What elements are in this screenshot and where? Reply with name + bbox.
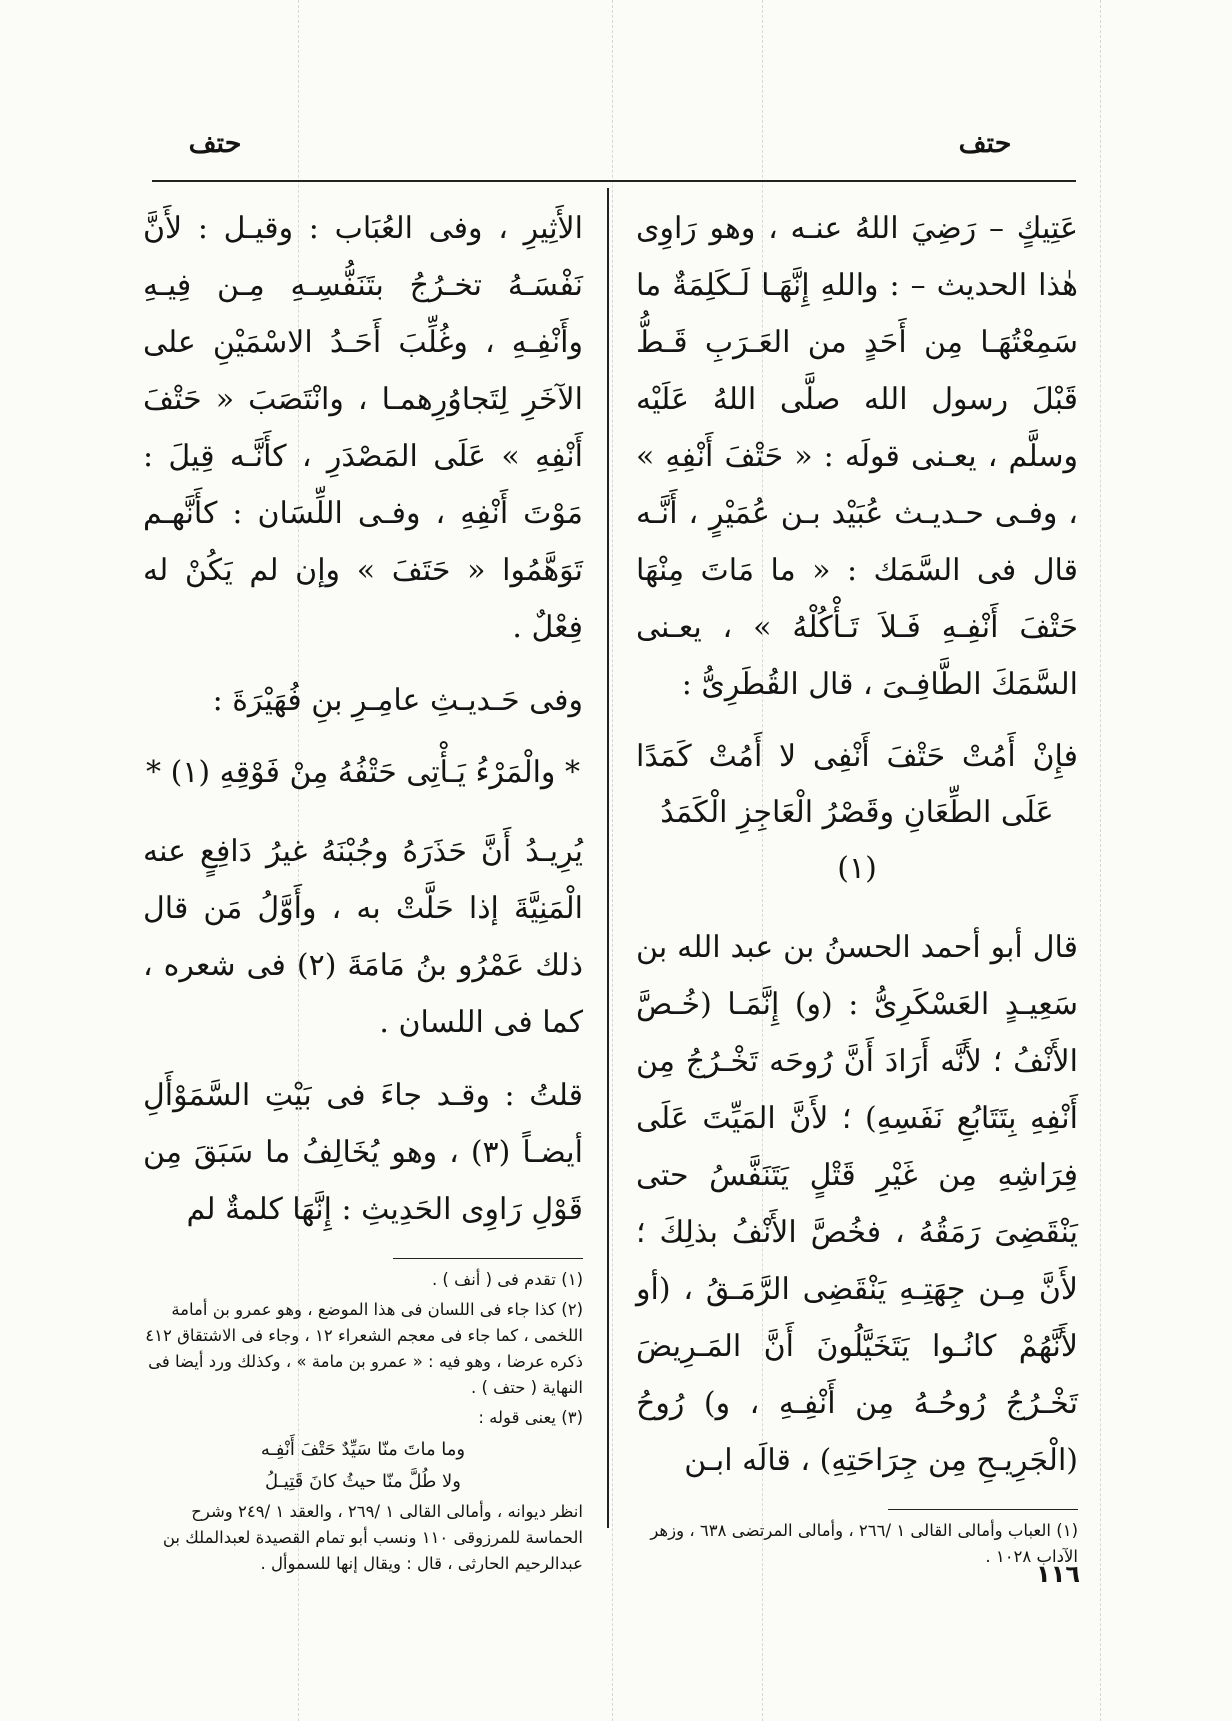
body-paragraph: يُرِيـدُ أَنَّ حَذَرَهُ وجُبْنَهُ غيرُ دَافِعٍ عنه الْمَنِيَّةَ إذا حَلَّتْ به ، وأَوَّلُ مَن قال ذلك عَمْرُو بنُ مَامَةَ (٢) فى شعره ، كما فى اللسان .: [143, 834, 583, 1040]
right-column: [636, 200, 1078, 1574]
rajaz-verse: * والْمَرْءُ يَـأْتِى حَتْفُهُ مِنْ فَوْقِهِ (١) *: [146, 755, 580, 790]
header-rule: [152, 180, 1076, 182]
scan-guide-line: [1100, 0, 1101, 1721]
footnote-rule: [888, 1509, 1078, 1510]
footnote: (٢) كذا جاء فى اللسان فى هذا الموضع ، وهو عمرو بن أمامة اللخمى ، كما جاء فى معجم الشعراء ١٢ ، وجاء فى الاشتقاق ٤١٢ ذكره عرضا ، وهو فيه : « عمرو بن مامة » ، وكذلك ورد أيضا فى النهاية ( حتف ) .: [145, 1300, 583, 1397]
poem: [636, 729, 1078, 897]
running-head-right: حتف: [958, 128, 1012, 159]
body-paragraph: عَتِيكٍ – رَضِيَ اللهُ عنـه ، وهو رَاوِى هٰذا الحديث – : واللهِ إِنَّهَـا لَـكَلِمَةٌ ما سَمِعْتُهَـا مِن أَحَدٍ من العَـرَبِ قَـطُّ قَبْلَ رسول الله صلَّى اللهُ عَلَيْه وسلَّم ، يعـنى قولَه : « حَتْفَ أَنْفِهِ » ، وفـى حـديـث عُبَيْد بـن عُمَيْرٍ ، أَنَّـه قال فى السَّمَك : « ما مَاتَ مِنْهَا حَتْفَ أَنْفِـهِ فَـلاَ تَـأْكُلْهُ » ، يعـنى السَّمَكَ الطَّافِـىَ ، قال القُطَرِىُّ :: [636, 211, 1078, 702]
footnote: (١) العباب وأمالى القالى ١ /٢٦٦ ، وأمالى المرتضى ٦٣٨ ، وزهر الآداب ١٠٢٨ .: [650, 1521, 1078, 1566]
footnote: انظر ديوانه ، وأمالى القالى ١ /٢٦٩ ، والعقد ١ /٢٤٩ وشرح الحماسة للمرزوقى ١١٠ ونسب أبو تمام القصيدة لعبدالملك بن عبدالرحيم الحارثى ، قال : ويقال إنها للسموأل .: [162, 1502, 583, 1573]
scan-guide-line: [612, 0, 613, 1721]
poem-verse: عَلَى الطِّعَانِ وقَصْرُ الْعَاجِزِ الْكَمَدُ (١): [660, 795, 1054, 886]
footnote-verse: وما ماتَ منّا سَيِّدٌ حَتْفَ أَنْفِـه: [260, 1439, 466, 1460]
footnote: (١) تقدم فى ( أنف ) .: [431, 1270, 583, 1289]
body-paragraph: قال أبو أحمد الحسنُ بن عبد الله بن سَعِيـدٍ العَسْكَرِىُّ : (و) إِنَّمَـا (خُـصَّ الأَنْفُ ؛ لأَنَّه أَرَادَ أَنَّ رُوحَه تَخْـرُجُ مِن أَنْفِهِ بِتَتَابُعِ نَفَسِهِ) ؛ لأَنَّ المَيِّتَ عَلَى فِرَاشِهِ مِن غَيْرِ قَتْلٍ يَتَنَفَّسُ حتى يَنْقَضِىَ رَمَقُهُ ، فخُصَّ الأَنْفُ بذلِكَ ؛ لأَنَّ مِـن جِهَتِـهِ يَنْقَضِى الرَّمَـقُ ، (أو لأَنَّهُمْ كانُـوا يَتَخَيَّلُونَ أَنَّ المَـرِيضَ تَخْـرُجُ رُوحُـهُ مِن أَنْفِـهِ ، و) رُوحُ (الْجَرِيـحِ مِن جِرَاحَتِهِ) ، قالَه ابـن: [636, 930, 1078, 1478]
running-head-left: حتف: [188, 128, 242, 159]
footnote-verse: ولا طُلَّ منّا حيثُ كانَ قَتِيـلُ: [265, 1471, 461, 1492]
poem-verse: فإِنْ أَمُتْ حَتْفَ أَنْفِى لا أَمُتْ كَمَدًا: [636, 739, 1078, 774]
footnote: (٣) يعنى قوله :: [478, 1408, 583, 1427]
body-paragraph: قلتُ : وقـد جاءَ فى بَيْتِ السَّمَوْأَلِ أيضـاً (٣) ، وهو يُخَالِفُ ما سَبَقَ مِن قَوْلِ رَاوِى الحَدِيثِ : إِنَّهَا كلمةٌ لم: [143, 1078, 583, 1227]
page-number: ١١٦: [1036, 1560, 1080, 1588]
left-column: [143, 200, 583, 1581]
column-divider: [607, 188, 609, 1528]
body-paragraph: الأَثِيرِ ، وفى العُبَاب : وقيـل : لأَنَّ نَفْسَـهُ تخـرُجُ بتَنَفُّسِـهِ مِـن فِيـهِ وأَنْفِـهِ ، وغُلِّبَ أَحَـدُ الاسْمَيْنِ على الآخَرِ لِتَجاوُرِهمـا ، وانْتَصَبَ « حَتْفَ أَنْفِهِ » عَلَى المَصْدَرِ ، كأَنَّـه قِيلَ : مَوْتَ أَنْفِهِ ، وفـى اللِّسَان : كأَنَّهـم تَوَهَّمُوا « حَتَفَ » وإن لم يَكُنْ له فِعْلٌ .: [143, 211, 583, 645]
footnote-rule: [393, 1258, 583, 1259]
body-paragraph: وفى حَـديـثِ عامِـرِ بنِ فُهَيْرَةَ :: [212, 683, 583, 718]
